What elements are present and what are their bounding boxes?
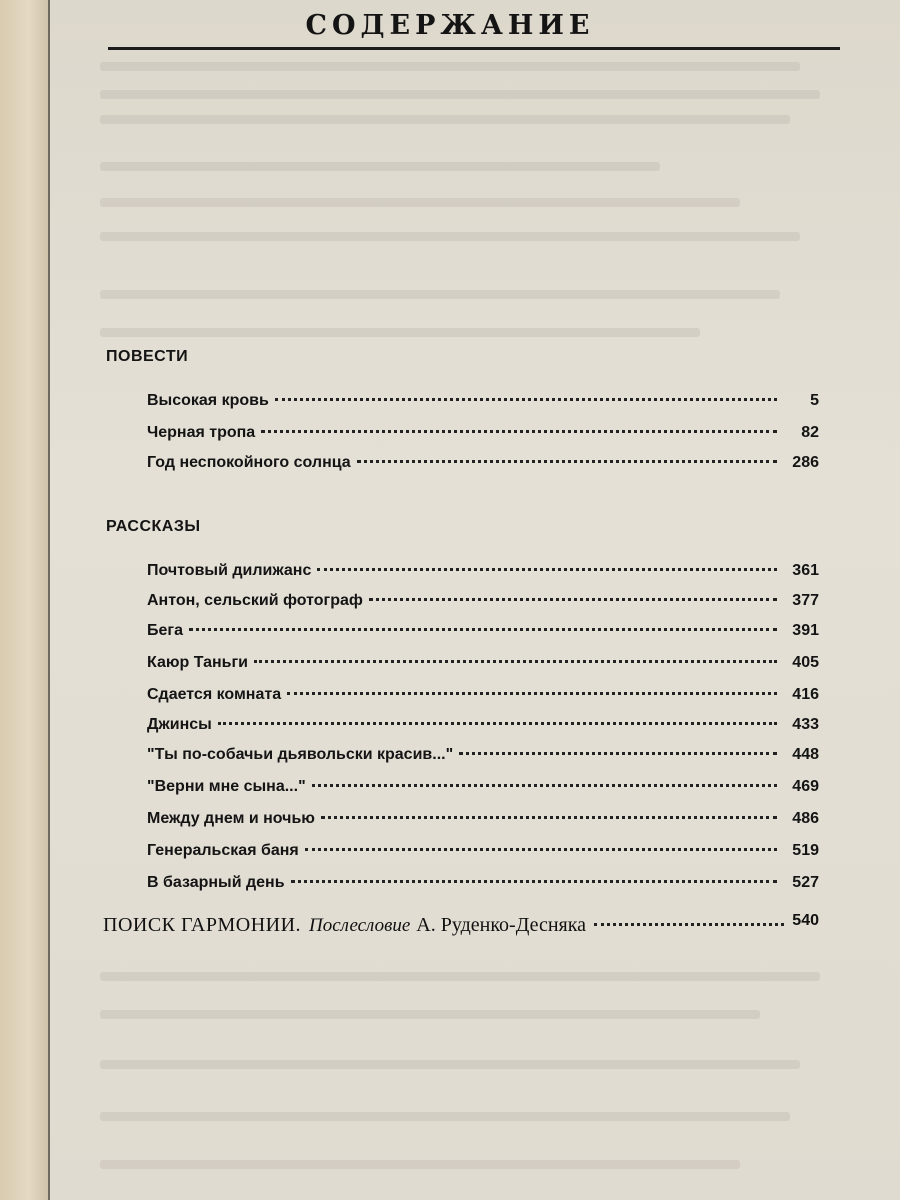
show-through-text: [100, 972, 820, 981]
show-through-text: [100, 1010, 760, 1019]
show-through-text: [100, 232, 800, 241]
toc-entry-title: Бега: [147, 622, 183, 639]
toc-entry-page: 469: [792, 778, 819, 795]
toc-entry-page: 448: [792, 746, 819, 763]
toc-entry-title: Джинсы: [147, 716, 212, 733]
toc-entry: [147, 392, 819, 416]
show-through-text: [100, 62, 800, 71]
page-title: СОДЕРЖАНИЕ: [305, 10, 595, 41]
toc-entry-title: Черная тропа: [147, 424, 256, 441]
toc-entry: [147, 562, 819, 586]
toc-entry-title: Высокая кровь: [147, 392, 269, 409]
toc-entry: [147, 592, 819, 616]
toc-entry-title: Между днем и ночью: [147, 810, 315, 827]
toc-entry-page: 5: [810, 392, 819, 409]
toc-entry-page: 433: [792, 716, 819, 733]
section-title-rasskazy: РАССКАЗЫ: [106, 518, 201, 535]
toc-entry: [147, 424, 819, 448]
afterword-label: Послесловие: [309, 915, 411, 936]
leader-dots: [254, 660, 777, 663]
toc-entry-page: 486: [792, 810, 819, 827]
toc-entry-title: "Ты по-собачьи дьявольски красив...": [147, 746, 454, 763]
leader-dots: [357, 460, 777, 463]
toc-entry-page: 405: [792, 654, 819, 671]
toc-entry: [147, 686, 819, 710]
left-page-edge: [0, 0, 50, 1200]
show-through-text: [100, 1160, 740, 1169]
leader-dots: [312, 784, 777, 787]
show-through-text: [100, 1112, 790, 1121]
show-through-text: [100, 328, 700, 337]
toc-entry-page: 286: [792, 454, 819, 471]
toc-entry: [147, 874, 819, 898]
leader-dots: [218, 722, 777, 725]
show-through-text: [100, 90, 820, 99]
afterword-title: ПОИСК ГАРМОНИИ.: [103, 914, 302, 936]
show-through-text: [100, 1060, 800, 1069]
leader-dots: [594, 923, 784, 926]
toc-entry: [147, 778, 819, 802]
toc-entry: [147, 454, 819, 478]
leader-dots: [321, 816, 777, 819]
toc-entry-page: 377: [792, 592, 819, 609]
toc-entry: [147, 716, 819, 740]
toc-entry-page: 527: [792, 874, 819, 891]
toc-entry-page: 82: [801, 424, 819, 441]
show-through-text: [100, 115, 790, 124]
toc-entry: [147, 654, 819, 678]
toc-entry-title: Сдается комната: [147, 686, 282, 703]
toc-entry-page: 416: [792, 686, 819, 703]
show-through-text: [100, 290, 780, 299]
toc-entry-title: "Верни мне сына...": [147, 778, 306, 795]
leader-dots: [305, 848, 777, 851]
toc-entry-title: Почтовый дилижанс: [147, 562, 312, 579]
leader-dots: [261, 430, 777, 433]
toc-entry-title: В базарный день: [147, 874, 285, 891]
toc-entry-page: 519: [792, 842, 819, 859]
toc-entry: [147, 622, 819, 646]
toc-entry-title: Год неспокойного солнца: [147, 454, 351, 471]
toc-entry-title: Каюр Таньги: [147, 654, 249, 671]
afterword-page: 540: [792, 912, 819, 929]
toc-entry-title: Генеральская баня: [147, 842, 299, 859]
show-through-text: [100, 198, 740, 207]
section-title-povesti: ПОВЕСТИ: [106, 348, 189, 365]
afterword-author: А. Руденко-Десняка: [416, 914, 587, 936]
afterword-entry: [103, 914, 819, 942]
toc-entry-page: 391: [792, 622, 819, 639]
toc-entry: [147, 842, 819, 866]
leader-dots: [287, 692, 777, 695]
title-rule: [108, 47, 840, 50]
show-through-text: [100, 162, 660, 171]
toc-entry: [147, 746, 819, 770]
leader-dots: [459, 752, 777, 755]
toc-entry: [147, 810, 819, 834]
leader-dots: [369, 598, 777, 601]
leader-dots: [189, 628, 777, 631]
toc-entry-title: Антон, сельский фотограф: [147, 592, 363, 609]
leader-dots: [317, 568, 777, 571]
toc-entry-page: 361: [792, 562, 819, 579]
leader-dots: [291, 880, 777, 883]
leader-dots: [275, 398, 777, 401]
